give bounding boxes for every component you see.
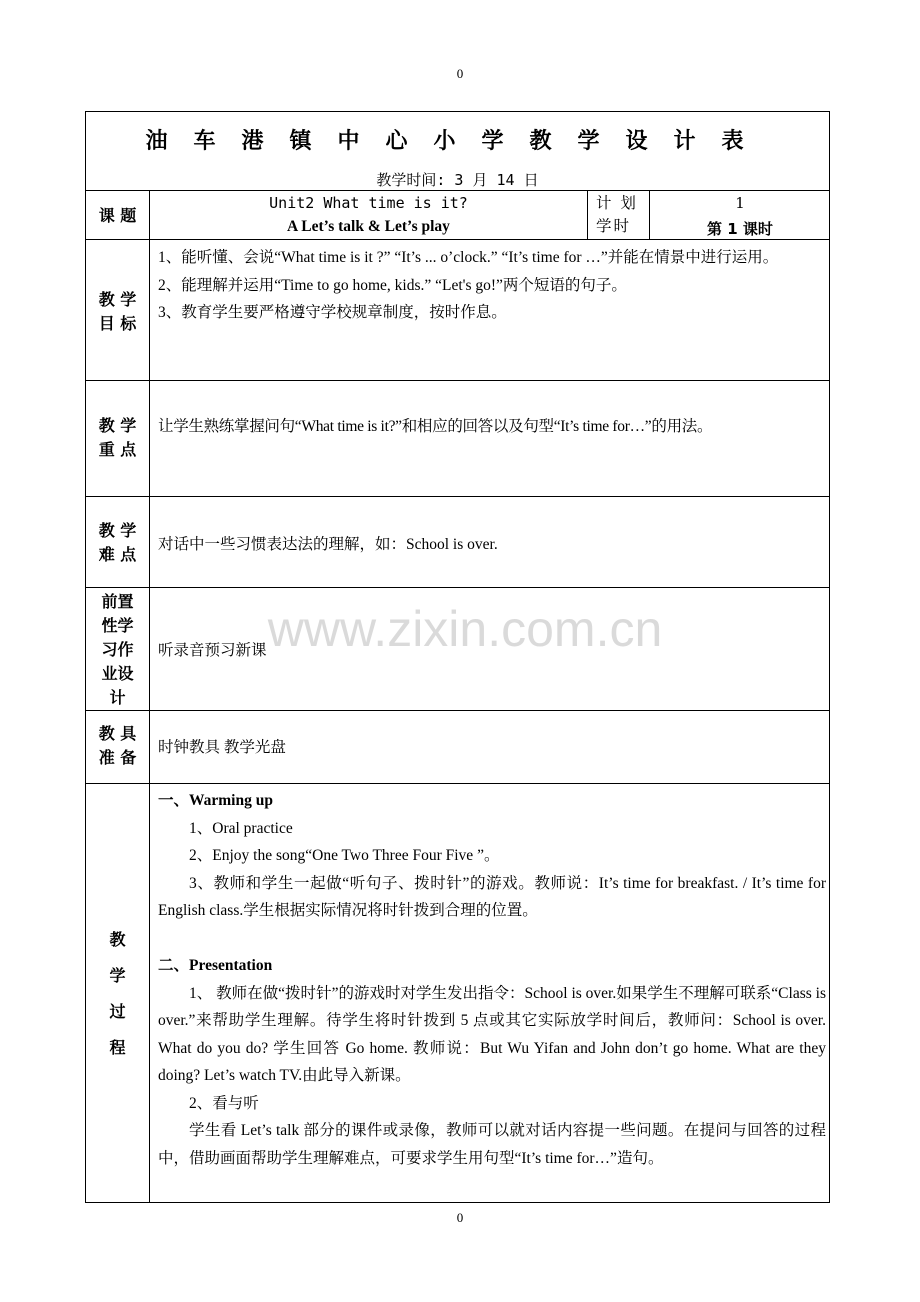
preview-text: 听录音预习新课 <box>158 642 267 659</box>
row-divider <box>86 380 829 381</box>
column-divider <box>149 190 150 1202</box>
page-number-top: 0 <box>456 66 464 81</box>
row-divider <box>86 496 829 497</box>
objective-1: 1、能听懂、会说“What time is it ?” “It’s ... o’clock.” “It’s time for …”并能在情景中进行运用。 <box>158 249 779 266</box>
process-content <box>158 787 826 1172</box>
row-divider <box>86 587 829 588</box>
lesson-number: 第 1 课时 <box>707 220 773 238</box>
difficulties-label: 教 学 难 点 <box>98 521 137 564</box>
topic-label: 课 题 <box>98 206 137 225</box>
process-item-instruction: 1、 教师在做“拨时针”的游戏时对学生发出指令：School is over.如果学生不理解可联系“Class is over.”来帮助学生理解。待学生将时针拨到 5 点或其它实际放学时间后，教师问：School is over. What do you do? 学生回答 Go home. 教师说：But Wu Yifan and John don’t go home. What are they doing? Let’s watch TV.由此导入新课。 <box>158 984 826 1084</box>
difficulties-text: 对话中一些习惯表达法的理解，如：School is over. <box>158 536 498 553</box>
document-title: 油车港镇中心小学教学设计表 <box>145 128 770 154</box>
process-label: 教 学 过 程 <box>109 930 126 1057</box>
teaching-time: 教学时间: 3 月 14 日 <box>376 171 539 189</box>
preview-label: 前置性学习作业设计 <box>101 592 134 707</box>
objective-3: 3、教育学生要严格遵守学校规章制度，按时作息。 <box>158 304 507 321</box>
key-points-label: 教 学 重 点 <box>98 416 137 459</box>
process-item-game: 3、教师和学生一起做“听句子、拨时针”的游戏。教师说：It’s time for breakfast. / It’s time for English class.学生根据实际情况将时针拨到合理的位置。 <box>158 874 826 919</box>
objectives-content <box>158 244 826 327</box>
watermark: www.zixin.com.cn <box>267 601 663 657</box>
tools-label: 教 具 准 备 <box>98 724 137 767</box>
topic-line-2: A Let’s talk & Let’s play <box>287 218 450 235</box>
process-item-watch-listen: 2、看与听 <box>189 1094 259 1112</box>
page-number-bottom: 0 <box>456 1210 464 1225</box>
objectives-label: 教 学 目 标 <box>98 290 137 333</box>
objective-2: 2、能理解并运用“Time to go home, kids.” “Let's go!”两个短语的句子。 <box>158 276 627 294</box>
plan-hours-label: 计 划 学时 <box>596 194 638 235</box>
plan-hours-value: 1 <box>735 194 745 212</box>
tools-text: 时钟教具 教学光盘 <box>158 739 286 756</box>
process-item-lets-talk: 学生看 Let’s talk 部分的课件或录像，教师可以就对话内容提一些问题。在提问与回答的过程中，借助画面帮助学生理解难点，可要求学生用句型“It’s time for…”造句。 <box>158 1122 826 1167</box>
key-points-text: 让学生熟练掌握问句“What time is it?”和相应的回答以及句型“It’s time for…”的用法。 <box>158 418 713 435</box>
process-item-oral-practice: 1、Oral practice <box>189 819 293 837</box>
warming-up-heading: 一、Warming up <box>158 792 273 809</box>
row-divider <box>86 783 829 784</box>
row-divider <box>86 710 829 711</box>
process-item-song: 2、Enjoy the song“One Two Three Four Five ”。 <box>189 847 500 864</box>
column-divider <box>587 190 588 239</box>
row-divider <box>86 190 829 191</box>
row-divider <box>86 239 829 240</box>
topic-line-1: Unit2 What time is it? <box>269 194 468 212</box>
presentation-heading: 二、Presentation <box>158 957 273 974</box>
